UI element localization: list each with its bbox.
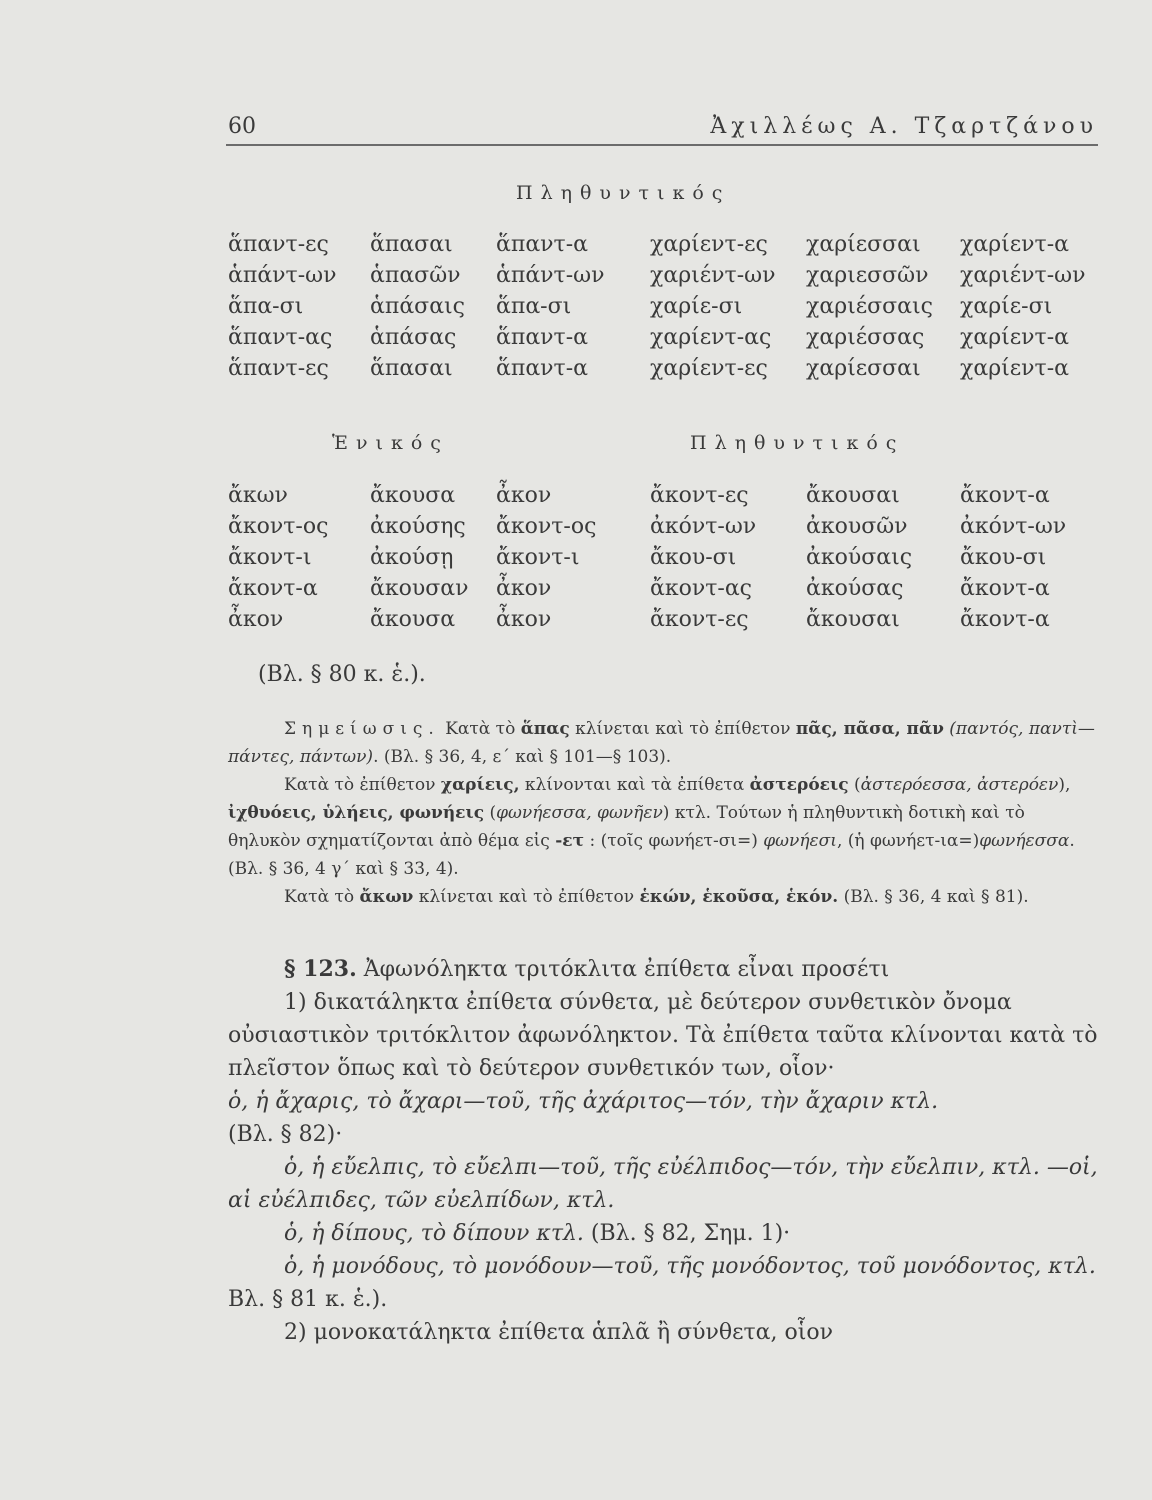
table-cell: χαρίεσσαι [806,232,921,257]
table-cell: ἄκοντ-ας [650,576,753,601]
table-cell: ἆκον [496,483,552,508]
table-cell: ἄκοντ-ι [228,545,312,570]
table-cell: ἄκουσαι [806,483,900,508]
example-2: ὁ, ἡ εὔελπις, τὸ εὔελπι—τοῦ, τῆς εὐέλπιδος—τόν, τὴν εὔελπιν, κτλ. —οἱ, αἱ εὐέλπιδες, τῶν εὐελπίδων, κτλ. [228,1155,1098,1213]
note-paragraph-3: Κατὰ τὸ ἄκων κλίνεται καὶ τὸ ἐπίθετον ἑκών, ἑκοῦσα, ἑκόν. (Βλ. § 36, 4 καὶ § 81). [284,887,1029,907]
example-4: ὁ, ἡ μονόδους, τὸ μονόδουν—τοῦ, τῆς μονόδοντος, τοῦ μονόδοντος, κτλ. Βλ. § 81 κ. ἑ.). [228,1254,1096,1312]
table-cell: ἁπασῶν [370,263,461,288]
table-cell: ἀκούσης [370,514,466,539]
table-cell: ἁπάσας [370,325,457,350]
table-cell: χαριέντ-ων [650,263,776,288]
table-cell: ἅπαντ-α [496,325,589,350]
note-paragraph-2: Κατὰ τὸ ἐπίθετον χαρίεις, κλίνονται καὶ τὰ ἐπίθετα ἀστερόεις (ἀστερόεσσα, ἀστερόεν), ἰχθυόεις, ὑλήεις, φωνήεις (φωνήεσσα, φωνῆεν) κτλ. Τούτων ἡ πληθυντικὴ δοτικὴ καὶ τὸ θηλυκὸν σχηματίζονται ἀπὸ θέμα εἰς -ετ : (τοῖς φωνήετ-σι=) φωνήεσι, (ἡ φωνήετ-ια=)φωνήεσσα. (Βλ. § 36, 4 γ΄ καὶ § 33, 4). [228,775,1075,879]
table-cell: ἀκούσας [806,576,904,601]
table-cell: ἄκοντ-ες [650,483,749,508]
table-cell: χαρίεντ-ες [650,232,768,257]
page-number: 60 [228,114,256,139]
table-cell: ἁπάντ-ων [228,263,337,288]
table-cell: ἁπάντ-ων [496,263,605,288]
table-cell: ἅπα-σι [496,294,572,319]
table-cell: ἅπαντ-α [496,356,589,381]
table-cell: χαρίεντ-α [960,356,1069,381]
section-heading: § 123. Ἀφωνόληκτα τριτόκλιτα ἐπίθετα εἶναι προσέτι [284,956,890,982]
running-title: Ἀχιλλέως Α. Τζαρτζάνου [710,114,1098,139]
table-cell: ἄκοντ-α [960,576,1050,601]
table2-title-singular: Ἑνικός [332,432,449,454]
table-cell: ἀκουσῶν [806,514,908,539]
table-cell: ἆκον [496,607,552,632]
table-cell: χαρίεντ-ας [650,325,772,350]
table-cell: χαριεσσῶν [806,263,929,288]
table1-title: Πληθυντικός [516,182,731,204]
table-cell: ἆκον [228,607,284,632]
table-cell: ἅπαντ-ες [228,356,329,381]
section-paragraph-2: 2) μονοκατάληκτα ἐπίθετα ἁπλᾶ ἢ σύνθετα, οἷον [284,1320,834,1345]
header-rule [226,144,1098,146]
table-cell: ἁπάσαις [370,294,465,319]
table-cell: ἅπα-σι [228,294,304,319]
note-paragraph-1: Σημείωσις. Κατὰ τὸ ἅπας κλίνεται καὶ τὸ ἐπίθετον πᾶς, πᾶσα, πᾶν (παντός, παντὶ—πάντες, πάντων). (Βλ. § 36, 4, ε΄ καὶ § 101—§ 103). [228,719,1095,767]
table-cell: ἅπαντ-α [496,232,589,257]
table-cell: ἀκόντ-ων [960,514,1067,539]
table-cell: ἄκοντ-ι [496,545,580,570]
example-1: ὁ, ἡ ἄχαρις, τὸ ἄχαρι—τοῦ, τῆς ἀχάριτος—τόν, τὴν ἄχαριν κτλ. [228,1089,939,1114]
section-number: § 123. [284,956,357,982]
table-cell: ἅπαντ-ες [228,232,329,257]
table-cell: ἄκου-σι [960,545,1047,570]
table-cell: ἅπασαι [370,232,453,257]
table-cell: ἅπασαι [370,356,453,381]
table-cell: χαριέσσας [806,325,925,350]
table-cell: ἆκον [496,576,552,601]
table-cell: χαρίεντ-ες [650,356,768,381]
table-cell: ἄκων [228,483,288,508]
table-cell: ἄκουσαν [370,576,469,601]
table2-reference: (Βλ. § 80 κ. ἑ.). [258,662,426,687]
note-block [228,715,1100,911]
section-paragraph-1: 1) δικατάληκτα ἐπίθετα σύνθετα, μὲ δεύτερον συνθετικὸν ὄνομα οὐσιαστικὸν τριτόκλιτον ἀφωνόληκτον. Τὰ ἐπίθετα ταῦτα κλίνονται κατὰ τὸ πλεῖστον ὅπως καὶ τὸ δεύτερον συνθετικόν των, οἷον· [228,990,1098,1081]
table-cell: ἀκούσαις [806,545,913,570]
table-cell: ἄκοντ-ος [228,514,329,539]
example-3: ὁ, ἡ δίπους, τὸ δίπουν κτλ. (Βλ. § 82, Σημ. 1)· [284,1221,791,1246]
table-cell: χαριέσσαις [806,294,933,319]
table-cell: χαρίεσσαι [806,356,921,381]
table-cell: ἄκουσα [370,483,456,508]
table-cell: ἄκοντ-ος [496,514,597,539]
table2-title-plural: Πληθυντικός [690,432,905,454]
table-cell: χαρίε-σι [960,294,1053,319]
table-cell: ἄκουσαι [806,607,900,632]
table-cell: ἄκοντ-ες [650,607,749,632]
table-cell: ἄκοντ-α [960,483,1050,508]
table-cell: χαρίεντ-α [960,325,1069,350]
table-cell: χαρίεντ-α [960,232,1069,257]
table-cell: χαριέντ-ων [960,263,1086,288]
table-cell: ἄκου-σι [650,545,737,570]
table-cell: ἄκουσα [370,607,456,632]
table-cell: ἅπαντ-ας [228,325,333,350]
table-cell: ἀκούσῃ [370,545,454,570]
table-cell: ἄκοντ-α [228,576,318,601]
table-cell: χαρίε-σι [650,294,743,319]
table-cell: ἀκόντ-ων [650,514,757,539]
page-header [228,112,1098,144]
reference-1: (Βλ. § 82)· [228,1122,343,1147]
table-cell: ἄκοντ-α [960,607,1050,632]
section-123 [228,953,1100,1349]
